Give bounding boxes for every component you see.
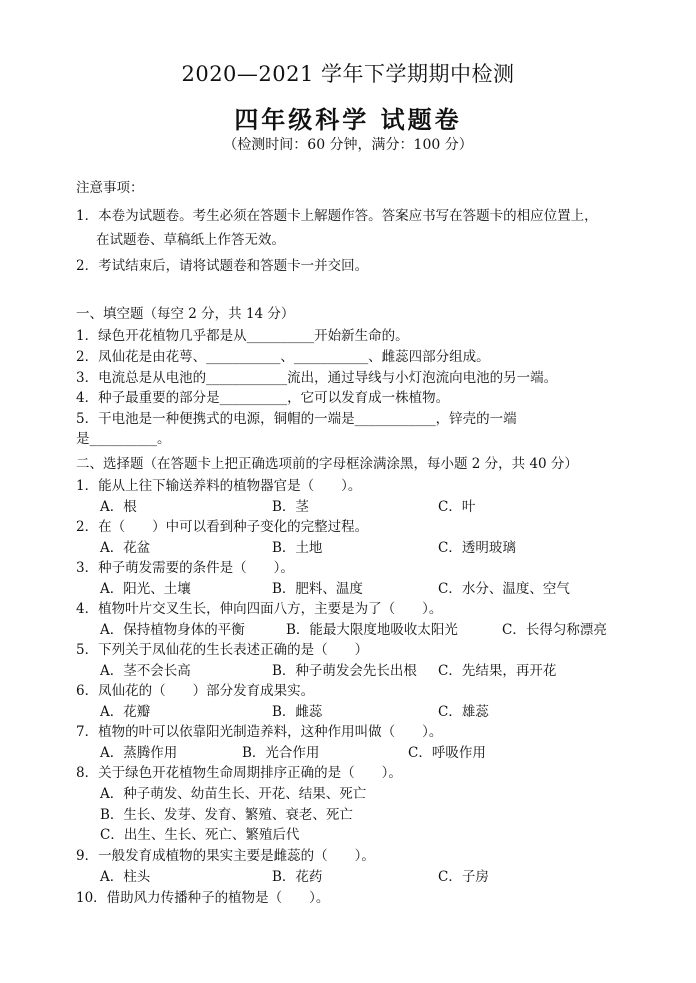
q9-option-a: A．柱头 (100, 869, 151, 885)
q2-option-c: C．透明玻璃 (438, 540, 516, 556)
q4-option-b: B．能最大限度地吸收太阳光 (286, 622, 458, 638)
fill-question-3: 3．电流总是从电池的____________流出，通过导线与小灯泡流向电池的另一端。 (76, 370, 558, 386)
choice-question-9: 9．一般发育成植物的果实主要是雌蕊的（ ）。 (76, 848, 375, 864)
choice-question-7: 7．植物的叶可以依靠阳光制造养料，这种作用叫做（ ）。 (76, 724, 443, 740)
part1-heading: 一、填空题（每空 2 分，共 14 分） (76, 306, 295, 322)
choice-question-10: 10．借助风力传播种子的植物是（ ）。 (76, 890, 330, 906)
exam-subtitle: 四年级科学 试题卷 (234, 105, 462, 134)
choice-question-5: 5．下列关于凤仙花的生长表述正确的是（ ） (76, 642, 369, 658)
exam-info: （检测时间：60 分钟，满分：100 分） (223, 137, 473, 153)
fill-question-5-cont: 是__________。 (76, 431, 171, 447)
q8-option-a: A．种子萌发、幼苗生长、开花、结果、死亡 (100, 786, 367, 802)
q8-option-c: C．出生、生长、死亡、繁殖后代 (100, 827, 300, 843)
q4-option-a: A．保持植物身体的平衡 (100, 622, 245, 638)
note-2: 2．考试结束后，请将试题卷和答题卡一并交回。 (76, 258, 369, 274)
q2-option-b: B．土地 (272, 540, 323, 556)
q8-option-b: B．生长、发芽、发育、繁殖、衰老、死亡 (100, 807, 353, 823)
q1-option-c: C．叶 (438, 499, 476, 515)
q5-option-b: B．种子萌发会先长出根 (272, 663, 417, 679)
choice-question-8: 8．关于绿色开花植物生命周期排序正确的是（ ）。 (76, 765, 402, 781)
q7-option-c: C．呼吸作用 (408, 745, 486, 761)
fill-question-1: 1．绿色开花植物几乎都是从__________开始新生命的。 (76, 328, 409, 344)
exam-title: 2020—2021 学年下学期期中检测 (181, 62, 515, 86)
choice-question-4: 4．植物叶片交叉生长，伸向四面八方，主要是为了（ ）。 (76, 601, 443, 617)
q1-option-a: A．根 (100, 499, 137, 515)
q7-option-a: A．蒸腾作用 (100, 745, 178, 761)
notes-heading: 注意事项： (76, 180, 144, 196)
q5-option-a: A．茎不会长高 (100, 663, 191, 679)
q1-option-b: B．茎 (272, 499, 309, 515)
q3-option-a: A．阳光、土壤 (100, 581, 191, 597)
q9-option-b: B．花药 (272, 869, 323, 885)
q4-option-c: C．长得匀称漂亮 (502, 622, 607, 638)
q3-option-b: B．肥料、温度 (272, 581, 363, 597)
choice-question-2: 2．在（ ）中可以看到种子变化的完整过程。 (76, 519, 369, 535)
fill-question-4: 4．种子最重要的部分是__________，它可以发育成一株植物。 (76, 390, 450, 406)
q9-option-c: C．子房 (438, 869, 489, 885)
q2-option-a: A．花盆 (100, 540, 151, 556)
q6-option-b: B．雌蕊 (272, 704, 323, 720)
choice-question-1: 1．能从上往下输送养料的植物器官是（ ）。 (76, 478, 362, 494)
q5-option-c: C．先结果，再开花 (438, 663, 557, 679)
q6-option-c: C．雄蕊 (438, 704, 489, 720)
choice-question-6: 6．凤仙花的（ ）部分发育成果实。 (76, 683, 315, 699)
q7-option-b: B．光合作用 (242, 745, 320, 761)
note-1: 1．本卷为试题卷。考生必须在答题卡上解题作答。答案应书写在答题卡的相应位置上， (76, 208, 598, 224)
q3-option-c: C．水分、温度、空气 (438, 581, 570, 597)
fill-question-5: 5．干电池是一种便携式的电源，铜帽的一端是____________，锌壳的一端 (76, 411, 517, 427)
note-1-cont: 在试题卷、草稿纸上作答无效。 (96, 232, 285, 248)
fill-question-2: 2．凤仙花是由花萼、___________、___________、雌蕊四部分组成。 (76, 349, 490, 365)
q6-option-a: A．花瓣 (100, 704, 151, 720)
part2-heading: 二、选择题（在答题卡上把正确选项前的字母框涂满涂黑，每小题 2 分，共 40 分） (76, 456, 578, 472)
choice-question-3: 3．种子萌发需要的条件是（ ）。 (76, 560, 294, 576)
